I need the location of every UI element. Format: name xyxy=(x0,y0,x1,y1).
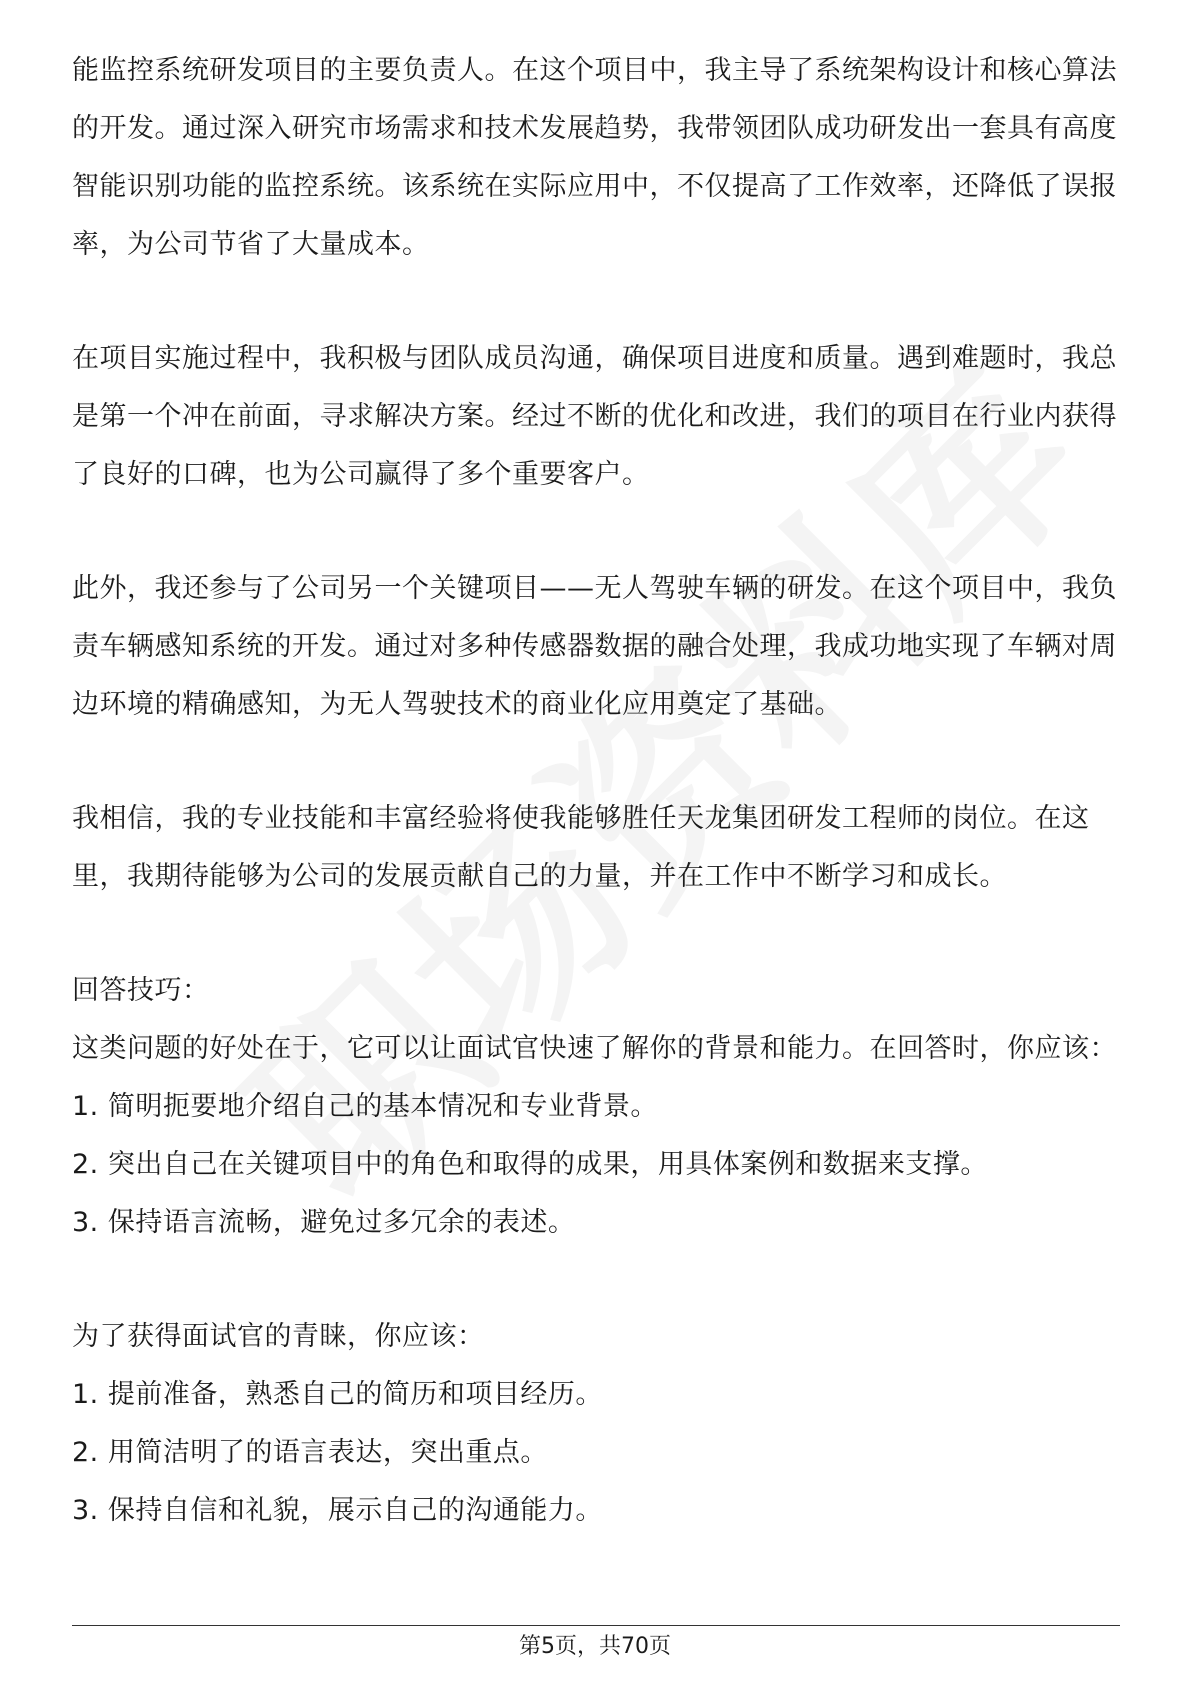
paragraph-project-implementation: 在项目实施过程中，我积极与团队成员沟通，确保项目进度和质量。遇到难题时，我总是第一个冲在前面，寻求解决方案。经过不断的优化和改进，我们的项目在行业内获得了良好的口碑，也为公司赢得了多个重要客户。 xyxy=(72,343,1117,490)
impress-list xyxy=(72,1366,1120,1540)
list-item: 1. 提前准备，熟悉自己的简历和项目经历。 xyxy=(72,1379,603,1410)
paragraph-gap xyxy=(72,906,1120,962)
list-item: 2. 用简洁明了的语言表达，突出重点。 xyxy=(72,1437,548,1468)
paragraph-project-monitoring: 能监控系统研发项目的主要负责人。在这个项目中，我主导了系统架构设计和核心算法的开发。通过深入研究市场需求和技术发展趋势，我带领团队成功研发出一套具有高度智能识别功能的监控系统。该系统在实际应用中，不仅提高了工作效率，还降低了误报率，为公司节省了大量成本。 xyxy=(72,55,1117,260)
list-item: 3. 保持语言流畅，避免过多冗余的表述。 xyxy=(72,1207,576,1238)
paragraph-gap xyxy=(72,1252,1120,1308)
paragraph-gap xyxy=(72,274,1120,330)
list-item: 3. 保持自信和礼貌，展示自己的沟通能力。 xyxy=(72,1495,603,1526)
list-item: 2. 突出自己在关键项目中的角色和取得的成果，用具体案例和数据来支撑。 xyxy=(72,1149,988,1180)
tips-heading: 回答技巧： xyxy=(72,975,210,1006)
paragraph-gap xyxy=(72,734,1120,790)
tips-list xyxy=(72,1078,1120,1252)
page-content xyxy=(72,42,1120,1540)
page-number: 第5页，共70页 xyxy=(519,1634,671,1659)
tips-intro: 这类问题的好处在于，它可以让面试官快速了解你的背景和能力。在回答时，你应该： xyxy=(72,1033,1117,1064)
impress-heading: 为了获得面试官的青睐，你应该： xyxy=(72,1321,485,1352)
paragraph-conclusion: 我相信，我的专业技能和丰富经验将使我能够胜任天龙集团研发工程师的岗位。在这里，我期待能够为公司的发展贡献自己的力量，并在工作中不断学习和成长。 xyxy=(72,803,1090,892)
list-item: 1. 简明扼要地介绍自己的基本情况和专业背景。 xyxy=(72,1091,658,1122)
paragraph-autonomous-vehicle: 此外，我还参与了公司另一个关键项目——无人驾驶车辆的研发。在这个项目中，我负责车辆感知系统的开发。通过对多种传感器数据的融合处理，我成功地实现了车辆对周边环境的精确感知，为无人驾驶技术的商业化应用奠定了基础。 xyxy=(72,573,1117,720)
footer-divider xyxy=(72,1625,1120,1626)
paragraph-gap xyxy=(72,504,1120,560)
